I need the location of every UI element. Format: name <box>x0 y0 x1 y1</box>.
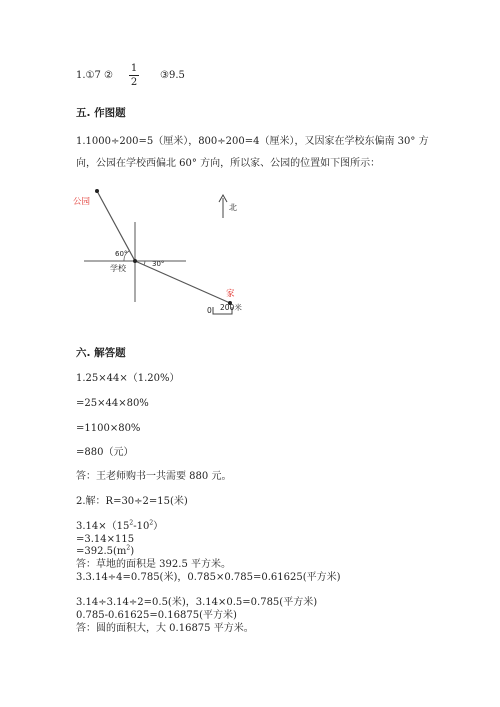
result-unit-exponent: 2 <box>126 544 131 552</box>
scale-distance-label: 200米 <box>220 303 242 312</box>
solution-2-area-formula <box>76 521 163 533</box>
fraction-numerator: 1 <box>130 63 138 74</box>
area-formula-part-c: ） <box>153 521 164 532</box>
scale-zero-label: 0 <box>207 306 212 315</box>
angle-30-arc <box>144 261 145 265</box>
result-unit: m <box>116 546 127 557</box>
section-6-heading: 六. 解答题 <box>76 347 126 359</box>
home-label: 家 <box>226 289 235 299</box>
result-value: =392.5( <box>76 546 117 557</box>
north-label: 北 <box>229 203 237 212</box>
park-label: 公园 <box>73 197 91 207</box>
answer-line-circle: 答：圆的面积大，大 0.16875 平方米。 <box>76 623 254 634</box>
school-point <box>133 259 137 263</box>
solution-3-line-2: 3.14÷3.14÷2=0.5(米)，3.14×0.5=0.785(平方米) <box>76 597 318 608</box>
solution-2-radius: 2.解：R=30÷2=15(米) <box>76 496 188 507</box>
school-to-home-line <box>135 261 230 303</box>
area-formula-part-b: -10 <box>133 521 150 532</box>
solution-line-3: =1100×80% <box>76 423 141 434</box>
solution-line-2: =25×44×80% <box>76 398 149 409</box>
solution-3-line-3: 0.785-0.61625=0.16875(平方米) <box>76 610 237 621</box>
section-5-heading: 五. 作图题 <box>76 107 126 119</box>
area-formula-exponent-2: 2 <box>149 519 154 527</box>
answer-line-purchase: 答：王老师购书一共需要 880 元。 <box>76 471 232 482</box>
result-close: ) <box>130 546 135 557</box>
section-5-line-1: 1.1000÷200=5（厘米），800÷200=4（厘米），又因家在学校东偏南 30° 方 <box>76 136 429 147</box>
angle-60-label: 60° <box>115 250 128 258</box>
solution-3-line-1: 3.3.14÷4=0.785(米)，0.785×0.785=0.61625(平方米) <box>76 572 341 583</box>
area-formula-part-a: 3.14×（15 <box>76 521 130 532</box>
angle-30-label: 30° <box>152 260 165 268</box>
solution-2-result <box>76 546 134 558</box>
solution-line-4: =880（元） <box>76 447 134 458</box>
area-formula-exponent-1: 2 <box>129 519 134 527</box>
answer-1-text: 1.①7 ② <box>76 70 114 81</box>
solution-2-step-2: =3.14×115 <box>76 534 135 545</box>
answer-1-part3: ③9.5 <box>160 70 185 81</box>
answer-line-lawn: 答：草地的面积是 392.5 平方米。 <box>76 559 231 570</box>
school-label: 学校 <box>110 264 126 273</box>
section-5-line-2: 向，公园在学校西偏北 60° 方向，所以家、公园的位置如下图所示： <box>76 158 381 169</box>
fraction-denominator: 2 <box>130 77 138 88</box>
solution-line-1: 1.25×44×（1.20%） <box>76 373 180 384</box>
park-point <box>95 189 99 193</box>
